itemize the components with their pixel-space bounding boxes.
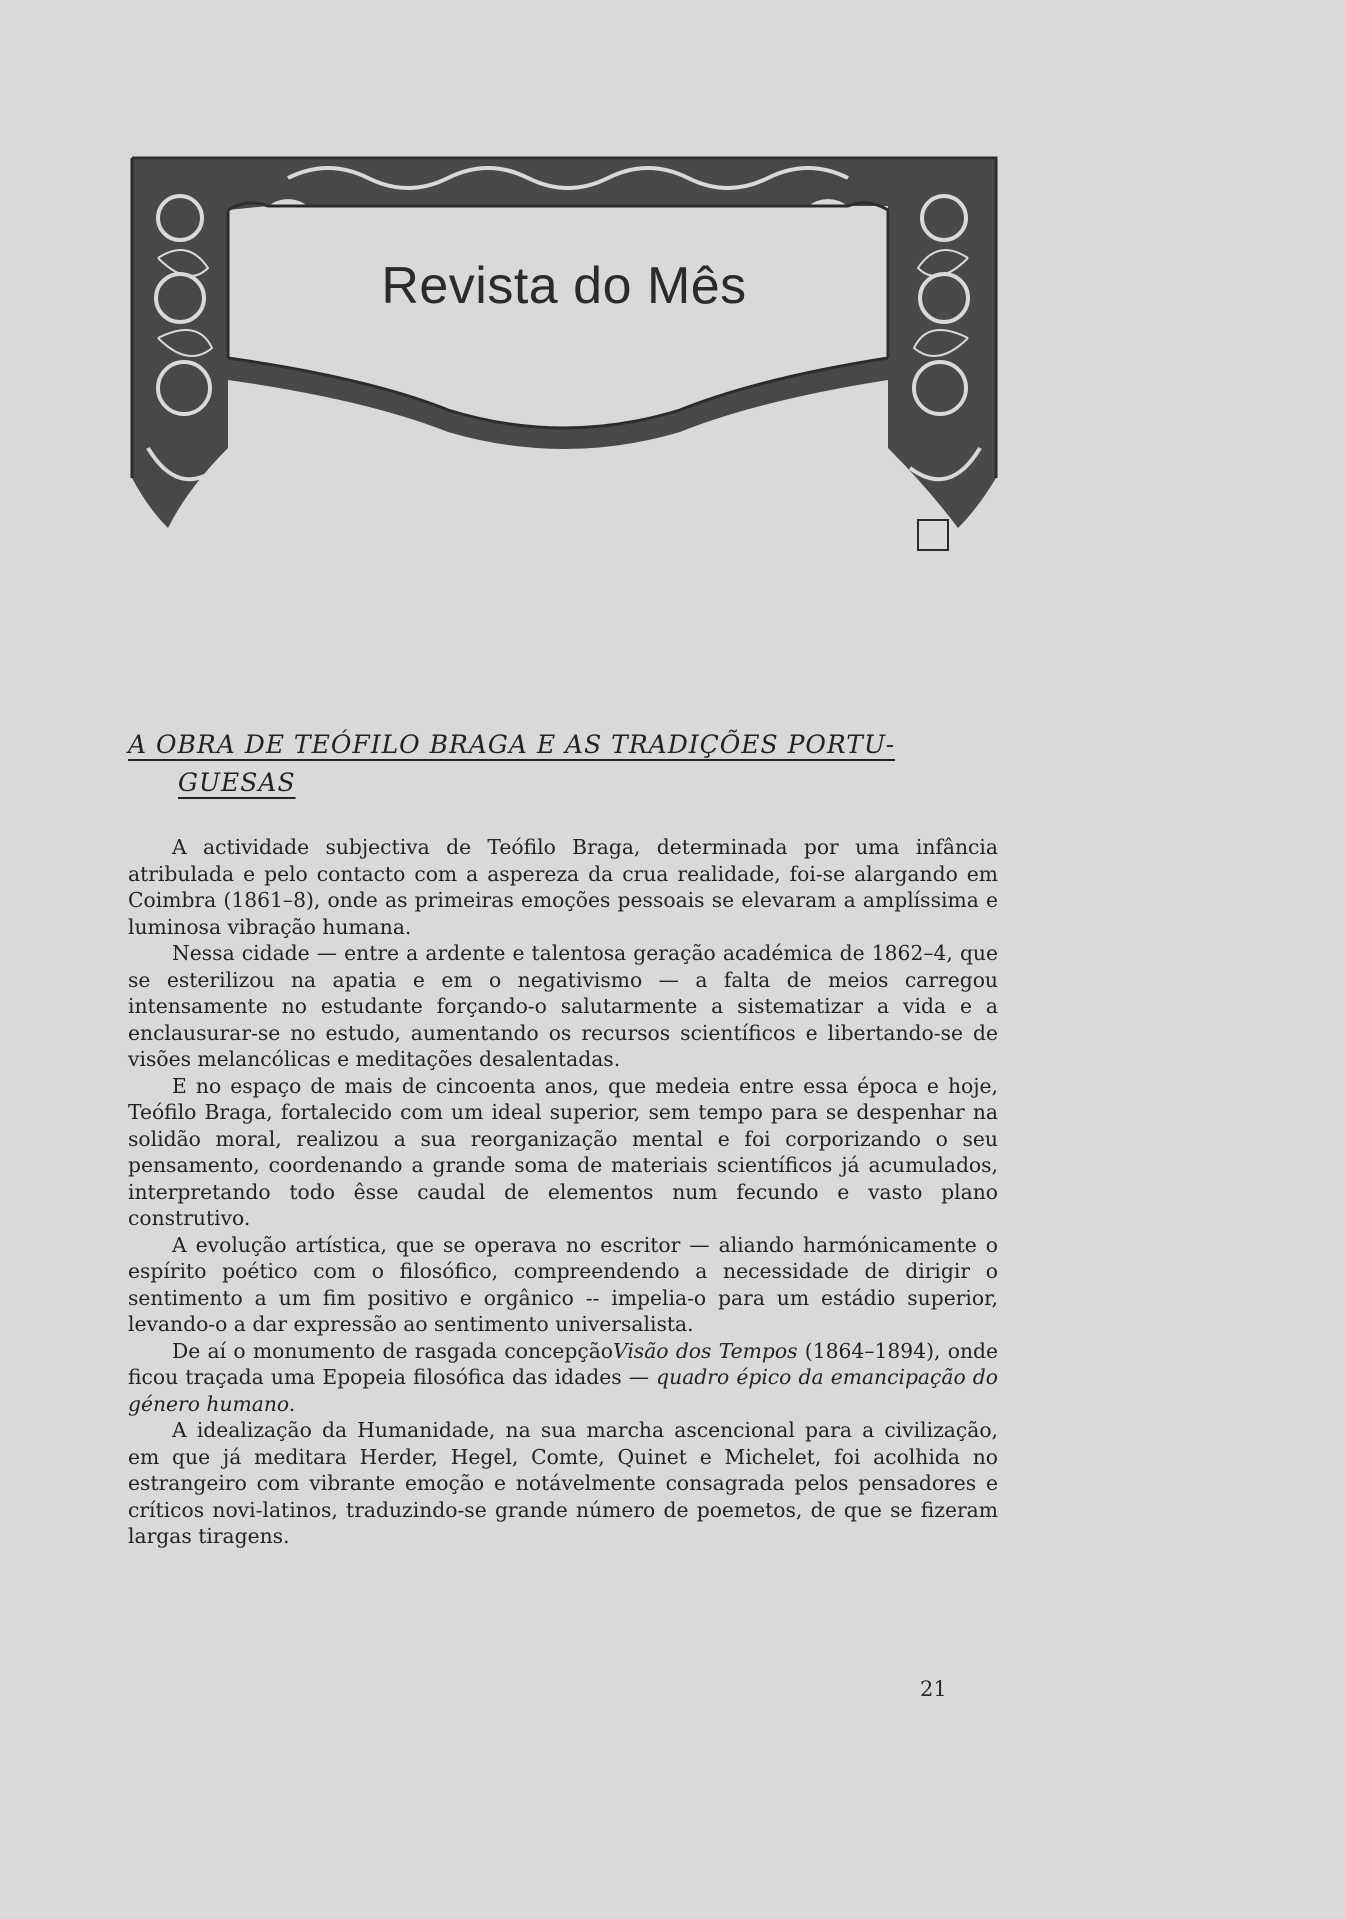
work-title-visao-dos-tempos: Visão dos Tempos bbox=[613, 1338, 798, 1363]
paragraph-2: Nessa cidade — entre a ardente e talentosa geração académica de 1862–4, que se esterilizou na apatia e em o negativismo — a falta de meios carregou intensamente no estudante forçando-o salutarmente a sistematizar a vida e a enclausurar-se no estudo, aumentando os recursos scientíficos e libertando-se de visões melancólicas e meditações desalentadas. bbox=[128, 941, 998, 1071]
paragraph-5-text-b: (1864–1894), onde ficou traçada uma Epopeia filosófica das idades — bbox=[128, 1338, 998, 1389]
paragraph-3: E no espaço de mais de cincoenta anos, que medeia entre essa época e hoje, Teófilo Braga, fortalecido com um ideal superior, sem tempo para se despenhar na solidão moral, realizou a sua reorganização mental e foi corporizando o seu pensamento, coordenando a grande soma de materiais scientíficos já acumulados, interpretando todo êsse caudal de elementos num fecundo e vasto plano construtivo. bbox=[128, 1073, 998, 1230]
article-title-line-1: A OBRA DE TEÓFILO BRAGA E AS TRADIÇÕES PORTU- bbox=[128, 730, 896, 759]
paragraph-4: A evolução artística, que se operava no escritor — aliando harmónicamente o espírito poético com o filosófico, compreendendo a necessidade de dirigir o sentimento a um fim positivo e orgânico -- impelia-o para um estádio superior, levando-o a dar expressão ao sentimento universalista. bbox=[128, 1232, 998, 1336]
article-title-line-2: GUESAS bbox=[178, 768, 296, 797]
paragraph-5-text-a: De aí o monumento de rasgada concepção bbox=[172, 1338, 614, 1363]
article-body bbox=[128, 834, 998, 1550]
ornamental-banner bbox=[128, 148, 1000, 560]
paragraph-6: A idealização da Humanidade, na sua marcha ascencional para a civilização, em que já meditara Herder, Hegel, Comte, Quinet e Michelet, foi acolhida no estrangeiro com vibrante emoção e notávelmente consagrada pelos pensadores e críticos novi-latinos, traduzindo-se grande número de poemetos, de que se fizeram largas tiragens. bbox=[128, 1418, 998, 1548]
paragraph-1: A actividade subjectiva de Teófilo Braga, determinada por uma infância atribulada e pelo contacto com a aspereza da crua realidade, foi-se alargando em Coimbra (1861–8), onde as primeiras emoções pessoais se elevaram a amplíssima e luminosa vibração humana. bbox=[128, 835, 998, 939]
paragraph-5 bbox=[128, 1338, 998, 1418]
article-title bbox=[128, 726, 990, 802]
banner-title: Revista do Mês bbox=[381, 257, 747, 315]
ornamental-scroll-frame-icon bbox=[128, 148, 1000, 560]
page-number: 21 bbox=[920, 1677, 947, 1701]
paragraph-5-quote: quadro épico da emancipação do género humano. bbox=[128, 1365, 998, 1416]
